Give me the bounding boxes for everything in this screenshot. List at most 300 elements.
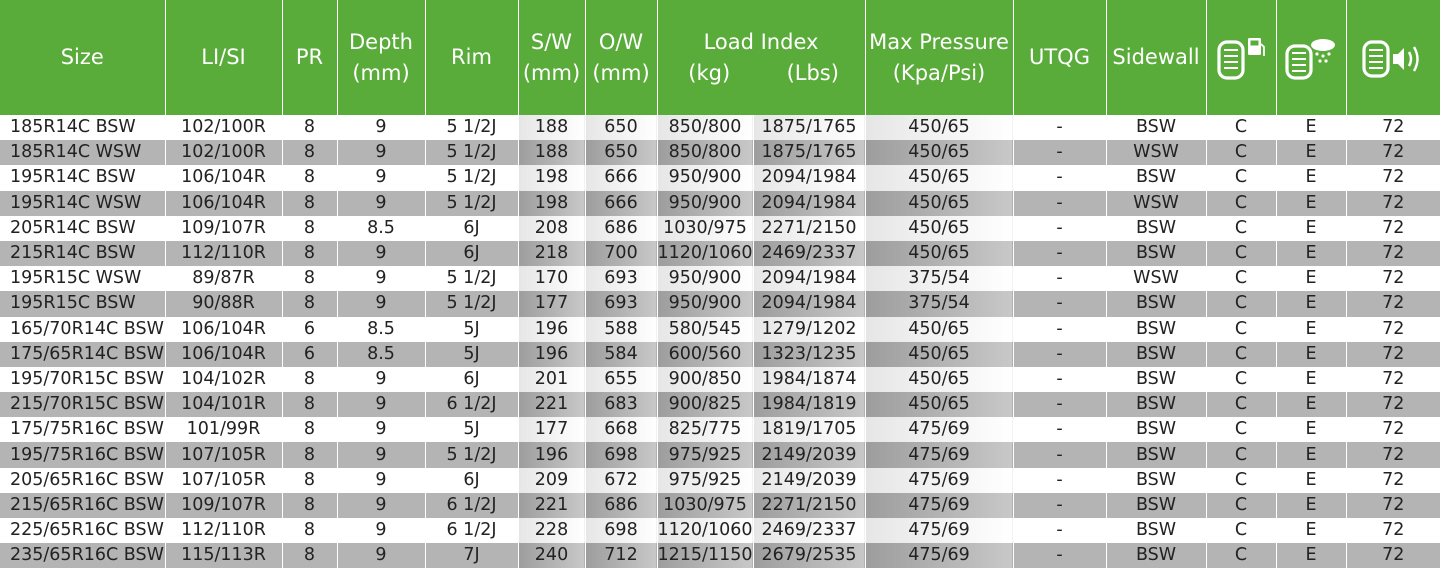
cell-load-kg: 975/925 (657, 468, 753, 493)
cell-load-kg: 1030/975 (657, 216, 753, 241)
header-pr-label: PR (295, 45, 324, 69)
cell-rim: 5 1/2J (425, 291, 518, 316)
cell-li-si: 90/88R (165, 291, 282, 316)
cell-ow: 666 (585, 165, 657, 190)
header-sidewall (1106, 0, 1206, 115)
cell-ow: 584 (585, 342, 657, 367)
table-row (0, 165, 1440, 190)
table-header (0, 0, 1440, 115)
cell-size: 225/65R16C BSW (0, 518, 165, 543)
cell-pr: 8 (282, 442, 337, 467)
cell-pr: 6 (282, 317, 337, 342)
cell-load-lbs: 2271/2150 (753, 493, 865, 518)
cell-sidewall: BSW (1106, 367, 1206, 392)
cell-utqg: - (1013, 140, 1106, 165)
header-load-lbs: (Lbs) (786, 60, 839, 85)
cell-utqg: - (1013, 291, 1106, 316)
cell-ow: 700 (585, 241, 657, 266)
cell-rim: 5J (425, 417, 518, 442)
cell-max-pressure: 375/54 (865, 266, 1013, 291)
table-row (0, 291, 1440, 316)
cell-pr: 8 (282, 392, 337, 417)
cell-size: 195/70R15C BSW (0, 367, 165, 392)
cell-utqg: - (1013, 115, 1106, 140)
cell-noise-db: 72 (1346, 115, 1440, 140)
cell-max-pressure: 475/69 (865, 493, 1013, 518)
header-max-pressure-unit: (Kpa/Psi) (892, 60, 986, 85)
header-ow (585, 0, 657, 115)
cell-max-pressure: 450/65 (865, 115, 1013, 140)
header-load-index (657, 0, 865, 115)
cell-load-lbs: 1875/1765 (753, 115, 865, 140)
cell-li-si: 89/87R (165, 266, 282, 291)
cell-load-lbs: 2149/2039 (753, 442, 865, 467)
cell-size: 165/70R14C BSW (0, 317, 165, 342)
cell-utqg: - (1013, 493, 1106, 518)
cell-rim: 5 1/2J (425, 191, 518, 216)
cell-sw: 240 (518, 543, 585, 568)
tire-noise-icon (1360, 36, 1426, 80)
cell-load-lbs: 2469/2337 (753, 241, 865, 266)
tire-wet-grip-icon (1283, 36, 1339, 80)
cell-ow: 672 (585, 468, 657, 493)
cell-noise-db: 72 (1346, 342, 1440, 367)
cell-size: 195/75R16C BSW (0, 442, 165, 467)
cell-fuel-grade: C (1206, 266, 1276, 291)
cell-fuel-grade: C (1206, 241, 1276, 266)
cell-sw: 209 (518, 468, 585, 493)
cell-load-lbs: 2271/2150 (753, 216, 865, 241)
cell-rim: 6 1/2J (425, 493, 518, 518)
cell-noise-db: 72 (1346, 241, 1440, 266)
cell-fuel-grade: C (1206, 115, 1276, 140)
cell-wet-grade: E (1276, 518, 1346, 543)
cell-utqg: - (1013, 442, 1106, 467)
cell-li-si: 107/105R (165, 468, 282, 493)
cell-pr: 8 (282, 518, 337, 543)
cell-load-kg: 850/800 (657, 140, 753, 165)
cell-sw: 221 (518, 493, 585, 518)
cell-depth: 8.5 (337, 216, 425, 241)
cell-size: 235/65R16C BSW (0, 543, 165, 568)
cell-li-si: 112/110R (165, 518, 282, 543)
header-rim-label: Rim (451, 45, 492, 69)
cell-wet-grade: E (1276, 291, 1346, 316)
cell-max-pressure: 475/69 (865, 518, 1013, 543)
cell-size: 205R14C BSW (0, 216, 165, 241)
cell-noise-db: 72 (1346, 165, 1440, 190)
cell-depth: 9 (337, 493, 425, 518)
cell-wet-grade: E (1276, 442, 1346, 467)
cell-fuel-grade: C (1206, 493, 1276, 518)
table-row (0, 140, 1440, 165)
cell-noise-db: 72 (1346, 191, 1440, 216)
cell-li-si: 115/113R (165, 543, 282, 568)
header-depth (337, 0, 425, 115)
cell-utqg: - (1013, 317, 1106, 342)
cell-ow: 655 (585, 367, 657, 392)
cell-load-kg: 900/825 (657, 392, 753, 417)
cell-ow: 686 (585, 216, 657, 241)
cell-wet-grade: E (1276, 241, 1346, 266)
cell-wet-grade: E (1276, 342, 1346, 367)
header-row (0, 0, 1440, 115)
cell-fuel-grade: C (1206, 317, 1276, 342)
cell-pr: 8 (282, 191, 337, 216)
cell-wet-grade: E (1276, 468, 1346, 493)
cell-max-pressure: 450/65 (865, 342, 1013, 367)
table-row (0, 266, 1440, 291)
cell-li-si: 102/100R (165, 115, 282, 140)
cell-sidewall: BSW (1106, 291, 1206, 316)
cell-sidewall: BSW (1106, 392, 1206, 417)
cell-li-si: 101/99R (165, 417, 282, 442)
table-row (0, 518, 1440, 543)
cell-utqg: - (1013, 468, 1106, 493)
header-wet-grip (1276, 0, 1346, 115)
cell-pr: 8 (282, 165, 337, 190)
cell-depth: 9 (337, 115, 425, 140)
cell-sidewall: WSW (1106, 140, 1206, 165)
cell-rim: 5 1/2J (425, 442, 518, 467)
cell-pr: 8 (282, 291, 337, 316)
cell-size: 195R15C BSW (0, 291, 165, 316)
cell-li-si: 107/105R (165, 442, 282, 467)
cell-pr: 8 (282, 417, 337, 442)
cell-load-lbs: 1984/1819 (753, 392, 865, 417)
cell-load-kg: 600/560 (657, 342, 753, 367)
cell-max-pressure: 450/65 (865, 241, 1013, 266)
cell-noise-db: 72 (1346, 216, 1440, 241)
header-load-kg: (kg) (688, 60, 731, 85)
cell-rim: 5J (425, 317, 518, 342)
cell-pr: 8 (282, 468, 337, 493)
cell-fuel-grade: C (1206, 216, 1276, 241)
cell-load-lbs: 1984/1874 (753, 367, 865, 392)
header-max-pressure-label: Max Pressure (869, 29, 1009, 54)
cell-size: 195R15C WSW (0, 266, 165, 291)
header-sidewall-label: Sidewall (1112, 45, 1200, 69)
cell-ow: 712 (585, 543, 657, 568)
cell-load-lbs: 2094/1984 (753, 165, 865, 190)
cell-fuel-grade: C (1206, 291, 1276, 316)
header-fuel-efficiency (1206, 0, 1276, 115)
cell-load-lbs: 2469/2337 (753, 518, 865, 543)
cell-sw: 201 (518, 367, 585, 392)
cell-load-lbs: 2094/1984 (753, 191, 865, 216)
table-row (0, 241, 1440, 266)
cell-pr: 8 (282, 140, 337, 165)
cell-size: 185R14C BSW (0, 115, 165, 140)
cell-rim: 5 1/2J (425, 165, 518, 190)
cell-wet-grade: E (1276, 543, 1346, 568)
cell-li-si: 112/110R (165, 241, 282, 266)
cell-load-kg: 950/900 (657, 266, 753, 291)
cell-sw: 188 (518, 115, 585, 140)
table-row (0, 392, 1440, 417)
cell-rim: 5J (425, 342, 518, 367)
header-utqg (1013, 0, 1106, 115)
cell-sw: 177 (518, 291, 585, 316)
cell-pr: 8 (282, 493, 337, 518)
cell-max-pressure: 450/65 (865, 216, 1013, 241)
cell-wet-grade: E (1276, 115, 1346, 140)
header-max-pressure (865, 0, 1013, 115)
cell-fuel-grade: C (1206, 165, 1276, 190)
cell-sidewall: BSW (1106, 468, 1206, 493)
cell-noise-db: 72 (1346, 543, 1440, 568)
cell-load-lbs: 1279/1202 (753, 317, 865, 342)
cell-depth: 9 (337, 266, 425, 291)
cell-load-lbs: 2679/2535 (753, 543, 865, 568)
table-row (0, 493, 1440, 518)
cell-li-si: 104/102R (165, 367, 282, 392)
cell-utqg: - (1013, 392, 1106, 417)
cell-rim: 5 1/2J (425, 115, 518, 140)
cell-li-si: 102/100R (165, 140, 282, 165)
cell-noise-db: 72 (1346, 468, 1440, 493)
cell-size: 215/70R15C BSW (0, 392, 165, 417)
cell-load-lbs: 1819/1705 (753, 417, 865, 442)
cell-max-pressure: 450/65 (865, 392, 1013, 417)
cell-utqg: - (1013, 518, 1106, 543)
cell-noise-db: 72 (1346, 417, 1440, 442)
cell-max-pressure: 450/65 (865, 317, 1013, 342)
cell-wet-grade: E (1276, 493, 1346, 518)
cell-wet-grade: E (1276, 140, 1346, 165)
cell-max-pressure: 475/69 (865, 417, 1013, 442)
cell-fuel-grade: C (1206, 543, 1276, 568)
cell-size: 185R14C WSW (0, 140, 165, 165)
header-li-si-label: LI/SI (201, 45, 246, 69)
table-row (0, 115, 1440, 140)
table-body (0, 115, 1440, 568)
cell-sidewall: BSW (1106, 493, 1206, 518)
cell-utqg: - (1013, 417, 1106, 442)
cell-fuel-grade: C (1206, 342, 1276, 367)
cell-fuel-grade: C (1206, 191, 1276, 216)
cell-fuel-grade: C (1206, 442, 1276, 467)
table-row (0, 367, 1440, 392)
cell-size: 215R14C BSW (0, 241, 165, 266)
cell-sw: 198 (518, 191, 585, 216)
cell-fuel-grade: C (1206, 140, 1276, 165)
cell-depth: 9 (337, 442, 425, 467)
cell-ow: 693 (585, 266, 657, 291)
cell-rim: 5 1/2J (425, 140, 518, 165)
header-sw-label: S/W (530, 29, 573, 54)
cell-rim: 6 1/2J (425, 518, 518, 543)
cell-li-si: 106/104R (165, 317, 282, 342)
cell-li-si: 106/104R (165, 165, 282, 190)
cell-load-kg: 900/850 (657, 367, 753, 392)
header-ow-label: O/W (598, 29, 644, 54)
table-row (0, 317, 1440, 342)
cell-wet-grade: E (1276, 392, 1346, 417)
cell-ow: 698 (585, 518, 657, 543)
cell-pr: 8 (282, 241, 337, 266)
cell-wet-grade: E (1276, 191, 1346, 216)
header-depth-label: Depth (349, 29, 413, 54)
cell-li-si: 106/104R (165, 191, 282, 216)
cell-max-pressure: 475/69 (865, 468, 1013, 493)
header-sw (518, 0, 585, 115)
tire-fuel-efficiency-icon (1215, 36, 1267, 80)
cell-li-si: 109/107R (165, 216, 282, 241)
cell-depth: 9 (337, 417, 425, 442)
cell-load-kg: 950/900 (657, 165, 753, 190)
cell-rim: 5 1/2J (425, 266, 518, 291)
cell-utqg: - (1013, 342, 1106, 367)
header-li-si (165, 0, 282, 115)
cell-noise-db: 72 (1346, 317, 1440, 342)
cell-li-si: 109/107R (165, 493, 282, 518)
cell-ow: 650 (585, 140, 657, 165)
cell-ow: 666 (585, 191, 657, 216)
cell-load-kg: 580/545 (657, 317, 753, 342)
cell-sidewall: BSW (1106, 342, 1206, 367)
cell-sw: 188 (518, 140, 585, 165)
cell-ow: 588 (585, 317, 657, 342)
cell-rim: 6J (425, 468, 518, 493)
table-row (0, 442, 1440, 467)
cell-max-pressure: 375/54 (865, 291, 1013, 316)
cell-fuel-grade: C (1206, 518, 1276, 543)
cell-li-si: 104/101R (165, 392, 282, 417)
cell-sidewall: BSW (1106, 115, 1206, 140)
cell-max-pressure: 450/65 (865, 367, 1013, 392)
header-ow-unit: (mm) (592, 60, 650, 85)
cell-load-kg: 1215/1150 (657, 543, 753, 568)
cell-sw: 221 (518, 392, 585, 417)
cell-utqg: - (1013, 165, 1106, 190)
cell-ow: 650 (585, 115, 657, 140)
cell-sw: 177 (518, 417, 585, 442)
header-depth-unit: (mm) (352, 60, 410, 85)
cell-sw: 228 (518, 518, 585, 543)
cell-pr: 8 (282, 216, 337, 241)
cell-wet-grade: E (1276, 216, 1346, 241)
table-row (0, 417, 1440, 442)
header-noise (1346, 0, 1440, 115)
header-size-label: Size (60, 45, 104, 69)
cell-sidewall: BSW (1106, 216, 1206, 241)
cell-load-kg: 950/900 (657, 291, 753, 316)
cell-sw: 198 (518, 165, 585, 190)
header-size (0, 0, 165, 115)
cell-max-pressure: 475/69 (865, 543, 1013, 568)
cell-max-pressure: 450/65 (865, 165, 1013, 190)
cell-rim: 6J (425, 367, 518, 392)
cell-load-kg: 1030/975 (657, 493, 753, 518)
cell-max-pressure: 450/65 (865, 140, 1013, 165)
cell-load-lbs: 2094/1984 (753, 291, 865, 316)
cell-sidewall: WSW (1106, 266, 1206, 291)
cell-rim: 6J (425, 241, 518, 266)
cell-depth: 9 (337, 468, 425, 493)
cell-fuel-grade: C (1206, 392, 1276, 417)
cell-wet-grade: E (1276, 317, 1346, 342)
cell-size: 205/65R16C BSW (0, 468, 165, 493)
cell-pr: 8 (282, 115, 337, 140)
cell-depth: 8.5 (337, 342, 425, 367)
cell-sw: 196 (518, 342, 585, 367)
cell-depth: 9 (337, 367, 425, 392)
cell-size: 175/65R14C BSW (0, 342, 165, 367)
cell-load-kg: 1120/1060 (657, 518, 753, 543)
cell-sw: 196 (518, 442, 585, 467)
cell-load-kg: 1120/1060 (657, 241, 753, 266)
cell-sidewall: BSW (1106, 518, 1206, 543)
cell-sidewall: WSW (1106, 191, 1206, 216)
cell-depth: 9 (337, 518, 425, 543)
cell-utqg: - (1013, 191, 1106, 216)
cell-sidewall: BSW (1106, 417, 1206, 442)
cell-load-kg: 825/775 (657, 417, 753, 442)
cell-sidewall: BSW (1106, 241, 1206, 266)
cell-depth: 9 (337, 140, 425, 165)
cell-depth: 9 (337, 392, 425, 417)
cell-noise-db: 72 (1346, 367, 1440, 392)
table-row (0, 191, 1440, 216)
table-row (0, 342, 1440, 367)
cell-sidewall: BSW (1106, 543, 1206, 568)
cell-load-kg: 850/800 (657, 115, 753, 140)
cell-size: 195R14C WSW (0, 191, 165, 216)
cell-utqg: - (1013, 266, 1106, 291)
cell-wet-grade: E (1276, 165, 1346, 190)
cell-sw: 170 (518, 266, 585, 291)
cell-utqg: - (1013, 241, 1106, 266)
cell-noise-db: 72 (1346, 392, 1440, 417)
cell-wet-grade: E (1276, 417, 1346, 442)
cell-rim: 6 1/2J (425, 392, 518, 417)
cell-utqg: - (1013, 367, 1106, 392)
cell-load-lbs: 1323/1235 (753, 342, 865, 367)
cell-ow: 686 (585, 493, 657, 518)
table-row (0, 543, 1440, 568)
header-utqg-label: UTQG (1028, 45, 1090, 69)
header-pr (282, 0, 337, 115)
cell-sidewall: BSW (1106, 442, 1206, 467)
cell-pr: 8 (282, 367, 337, 392)
cell-load-lbs: 2149/2039 (753, 468, 865, 493)
cell-max-pressure: 450/65 (865, 191, 1013, 216)
cell-utqg: - (1013, 543, 1106, 568)
cell-noise-db: 72 (1346, 442, 1440, 467)
cell-depth: 8.5 (337, 317, 425, 342)
cell-noise-db: 72 (1346, 493, 1440, 518)
cell-size: 215/65R16C BSW (0, 493, 165, 518)
header-load-index-label: Load Index (703, 29, 819, 54)
cell-depth: 9 (337, 291, 425, 316)
cell-ow: 698 (585, 442, 657, 467)
cell-sw: 218 (518, 241, 585, 266)
cell-noise-db: 72 (1346, 140, 1440, 165)
cell-ow: 693 (585, 291, 657, 316)
cell-size: 175/75R16C BSW (0, 417, 165, 442)
cell-sidewall: BSW (1106, 317, 1206, 342)
cell-li-si: 106/104R (165, 342, 282, 367)
cell-fuel-grade: C (1206, 417, 1276, 442)
cell-load-kg: 975/925 (657, 442, 753, 467)
cell-size: 195R14C BSW (0, 165, 165, 190)
cell-pr: 6 (282, 342, 337, 367)
cell-fuel-grade: C (1206, 367, 1276, 392)
cell-rim: 7J (425, 543, 518, 568)
cell-pr: 8 (282, 543, 337, 568)
cell-rim: 6J (425, 216, 518, 241)
